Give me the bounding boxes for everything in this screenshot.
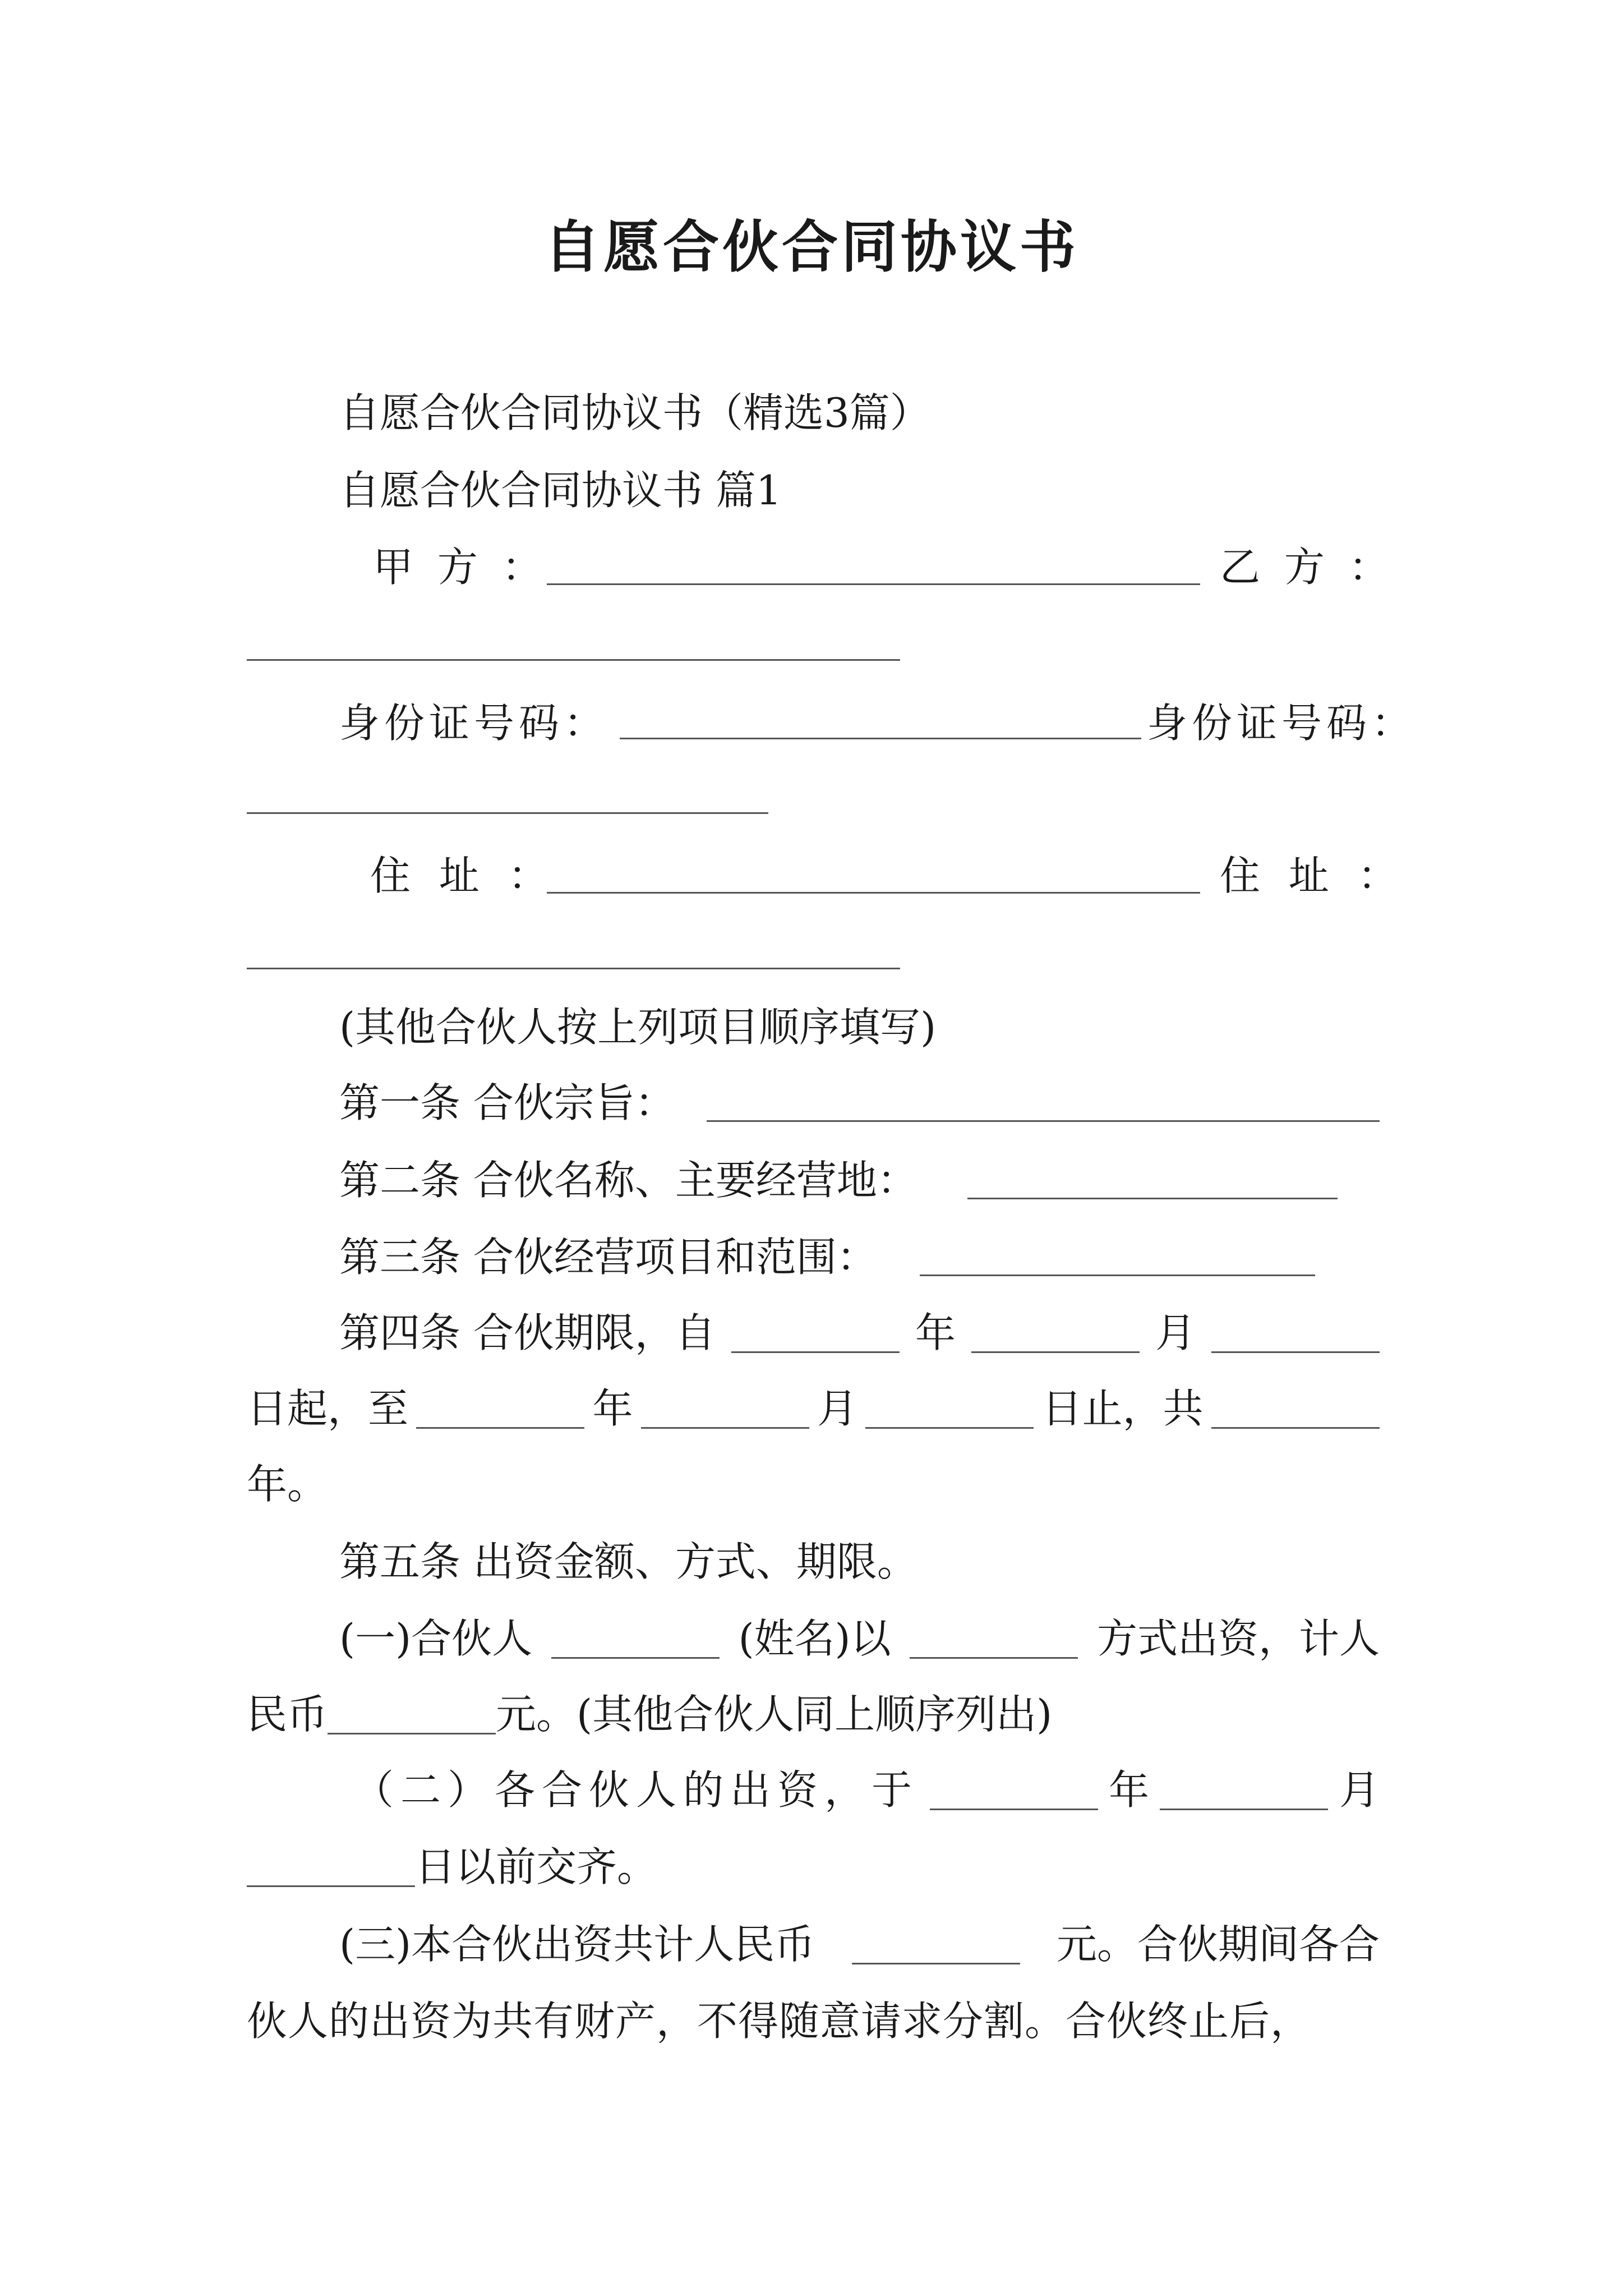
end-day-blank bbox=[865, 1393, 1034, 1429]
deadline-month-blank bbox=[1160, 1775, 1328, 1810]
partner-name-blank bbox=[551, 1623, 720, 1659]
addr-a-label: 住 址 ： bbox=[370, 852, 556, 899]
item-2-line-2 bbox=[247, 1843, 658, 1890]
id-a-label: 身份证号码： bbox=[339, 700, 609, 747]
article-4-line-1 bbox=[339, 1309, 1380, 1356]
article-4-line-2 bbox=[247, 1385, 1380, 1432]
item-2-text-b: 日以前交齐。 bbox=[415, 1843, 658, 1890]
section-heading: 自愿合伙合同协议书 篇1 bbox=[339, 467, 782, 514]
item-3-text-c: 伙人的出资为共有财产，不得随意请求分割。合伙终止后， bbox=[247, 1998, 1312, 2045]
article-4-text-a: 第四条 合伙期限，自 bbox=[339, 1309, 716, 1356]
article-1-blank bbox=[707, 1120, 1380, 1122]
item-1-text-c: 方式出资，计人 bbox=[1096, 1615, 1380, 1662]
article-3-label: 第三条 合伙经营项目和范围： bbox=[339, 1234, 877, 1281]
item-1-line-1 bbox=[339, 1615, 1380, 1662]
item-1-line-2 bbox=[247, 1691, 1053, 1738]
amount-blank bbox=[328, 1699, 496, 1734]
item-1-text-d: 民币 bbox=[247, 1691, 328, 1738]
id-b-blank bbox=[247, 812, 768, 814]
party-b-label: 乙 方 ： bbox=[1220, 544, 1395, 591]
article-3-blank bbox=[920, 1274, 1315, 1276]
item-2-text-a: （二）各合伙人的出资，于 bbox=[353, 1766, 919, 1814]
start-year-blank bbox=[731, 1318, 900, 1353]
contribution-method-blank bbox=[910, 1623, 1078, 1659]
end-year-blank bbox=[416, 1393, 584, 1429]
article-4-text-c: 日止，共 bbox=[1041, 1385, 1204, 1432]
year-label: 年 bbox=[915, 1309, 956, 1356]
addr-a-blank bbox=[547, 892, 1200, 894]
month-label: 月 bbox=[1155, 1309, 1196, 1356]
start-day-blank bbox=[1211, 1318, 1380, 1353]
deadline-year-blank bbox=[930, 1775, 1098, 1810]
addr-b-label: 住 址 ： bbox=[1220, 852, 1406, 899]
addr-b-blank bbox=[247, 968, 900, 969]
month-label: 月 bbox=[1339, 1766, 1380, 1814]
party-a-blank bbox=[547, 583, 1200, 585]
item-1-text-e: 元。(其他合伙人同上顺序列出) bbox=[496, 1691, 1053, 1738]
end-month-blank bbox=[641, 1393, 809, 1429]
document-subtitle: 自愿合伙合同协议书（精选3篇） bbox=[339, 389, 930, 436]
article-2-label: 第二条 合伙名称、主要经营地： bbox=[339, 1157, 917, 1204]
start-month-blank bbox=[971, 1318, 1140, 1353]
id-b-label: 身份证号码： bbox=[1147, 700, 1417, 747]
item-1-text-a: (一)合伙人 bbox=[339, 1615, 533, 1662]
item-2-line-1 bbox=[353, 1766, 1380, 1814]
party-a-label: 甲 方 ： bbox=[373, 544, 548, 591]
item-3-text-a: (三)本合伙出资共计人民币 bbox=[339, 1921, 815, 1968]
article-4-text-d: 年。 bbox=[247, 1461, 328, 1508]
party-b-blank bbox=[247, 659, 900, 661]
document-title: 自愿合伙合同协议书 bbox=[544, 214, 1079, 280]
total-capital-blank bbox=[852, 1929, 1020, 1964]
month-label: 月 bbox=[817, 1385, 858, 1432]
note-text: (其他合伙人按上列项目顺序填写) bbox=[339, 1004, 937, 1051]
article-1-label: 第一条 合伙宗旨： bbox=[339, 1079, 675, 1126]
total-years-blank bbox=[1211, 1393, 1380, 1429]
article-5-label: 第五条 出资金额、方式、期限。 bbox=[339, 1538, 917, 1585]
item-1-text-b: (姓名)以 bbox=[738, 1615, 891, 1662]
article-4-text-b: 日起，至 bbox=[247, 1385, 409, 1432]
year-label: 年 bbox=[1108, 1766, 1149, 1814]
year-label: 年 bbox=[592, 1385, 633, 1432]
item-3-text-b: 元。合伙期间各合 bbox=[1056, 1921, 1380, 1968]
item-3-line-1 bbox=[339, 1921, 1380, 1968]
id-a-blank bbox=[620, 738, 1141, 739]
deadline-day-blank bbox=[247, 1852, 415, 1887]
article-2-blank bbox=[967, 1198, 1338, 1199]
